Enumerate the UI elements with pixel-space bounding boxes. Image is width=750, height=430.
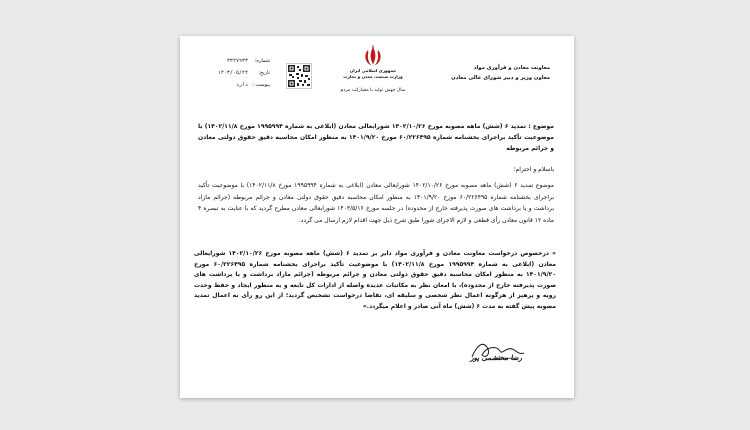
- qr-code: [286, 63, 312, 89]
- number-row: [196, 55, 270, 67]
- letter-body: موضوع تمدید ۶ (شش) ماهه مصوبه مورخ ۱۴۰۲/۱۰/۲۶ شورایعالی معادن (ابلاغی به شماره ۱۹۹۵۹۹۴ مورخ ۱۴۰۲/۱۱/۸) با موضوعیت تأکید براجرای بخشنامه شماره ۶۰/۲۲۶۴۹۵ مورخ ۱۴۰۱/۹/۲۰ به منظور امکان محاسبه دقیق حقوق دولتی معادن و جرائم مربوطه (جرائم مازاد برداشت و یا برداشت های صورت پذیرفته خارج از محدوده) در جلسه مورخ ۱۴۰۳/۵/۱۶ شورایعالی معادن مطرح گردید که با عنایت به تبصره ۴ ماده ۱۲ قانون معادن رأی قطعی و لازم الاجرای شورا طبق شرح ذیل جهت اقدام لازم ارسال می گردد.: [198, 182, 554, 224]
- ministry-line-2: وزارت صنعت، معدن و تجارت: [343, 74, 403, 79]
- date-row: [196, 67, 270, 79]
- org-line-1: معاونت معادن و فرآوری مواد: [473, 65, 550, 71]
- organization-header: [430, 63, 550, 83]
- ministry-title: [320, 68, 426, 80]
- signer-name: رضا محتشمی پور: [470, 354, 522, 362]
- year-slogan: سال جهش تولید با مشارکت مردم: [340, 88, 406, 93]
- attachment-value: دارد: [235, 82, 248, 88]
- letter-meta: [196, 55, 270, 91]
- attachment-label: پیوست :: [252, 82, 270, 88]
- number-label: شماره:: [254, 58, 270, 64]
- date-value: ۱۴۰۳/۰۵/۲۴: [217, 70, 248, 76]
- date-label: تاریخ:: [258, 70, 270, 76]
- iran-emblem-icon: [359, 45, 387, 69]
- letter-subject: موضوع : تمدید ۶ (شش) ماهه مصوبه مورخ ۱۴۰۲/۱۰/۲۶ شورایعالی معادن (ابلاغی به شماره ۱۹۹۵۹۹۴ مورخ ۱۴۰۲/۱۱/۸) با موضوعیت تأکید براجرای بخشنامه شماره ۶۰/۲۲۶۴۹۵ مورخ ۱۴۰۱/۹/۲۰ به منظور امکان محاسبه دقیق حقوق دولتی معادن و جرائم مربوطه: [198, 123, 555, 152]
- ministry-line-1: جمهوری اسلامی ایران: [349, 68, 397, 73]
- council-decision-quote: « درخصوص درخواست معاونت معادن و فرآوری مواد دایر بر تمدید ۶ (شش) ماهه مصوبه مورخ ۱۴۰۲/۱۰/۲۶ شورایعالی معادن (ابلاغی به شماره ۱۹۹۵۹۹۴ مورخ ۱۴۰۲/۱۱/۸) با موضوعیت تأکید براجرای بخشنامه شماره ۶۰/۲۲۶۴۹۵ مورخ ۱۴۰۱/۹/۲۰ به منظور امکان محاسبه دقیق حقوق دولتی معادن و جرائم مربوطه (جرائم مازاد برداشت و یا برداشت های صورت پذیرفته خارج از محدوده)، با امعان نظر به مکاتبات عدیده واصله از ادارات کل تابعه و به منظور ایجاد و حفظ وحدت رویه و پرهیز از هرگونه اعمال نظر شخصی و سلیقه ای، تقاضا درخواست تشخیص گردید؛ از این رو رأی به اعمال تمدید مصوبه پیش گفته به مدت ۶ (شش) ماه آتی صادر و اعلام میگردد.»: [194, 250, 557, 310]
- number-value: ۳۳۲۷۹۳۳: [226, 58, 248, 64]
- org-line-2: معاون وزیر و دبیر شورای عالی معادن: [451, 75, 550, 81]
- greeting: باسلام و احترام؛: [513, 166, 554, 173]
- letter-page: [180, 36, 574, 398]
- attachment-row: [196, 79, 270, 91]
